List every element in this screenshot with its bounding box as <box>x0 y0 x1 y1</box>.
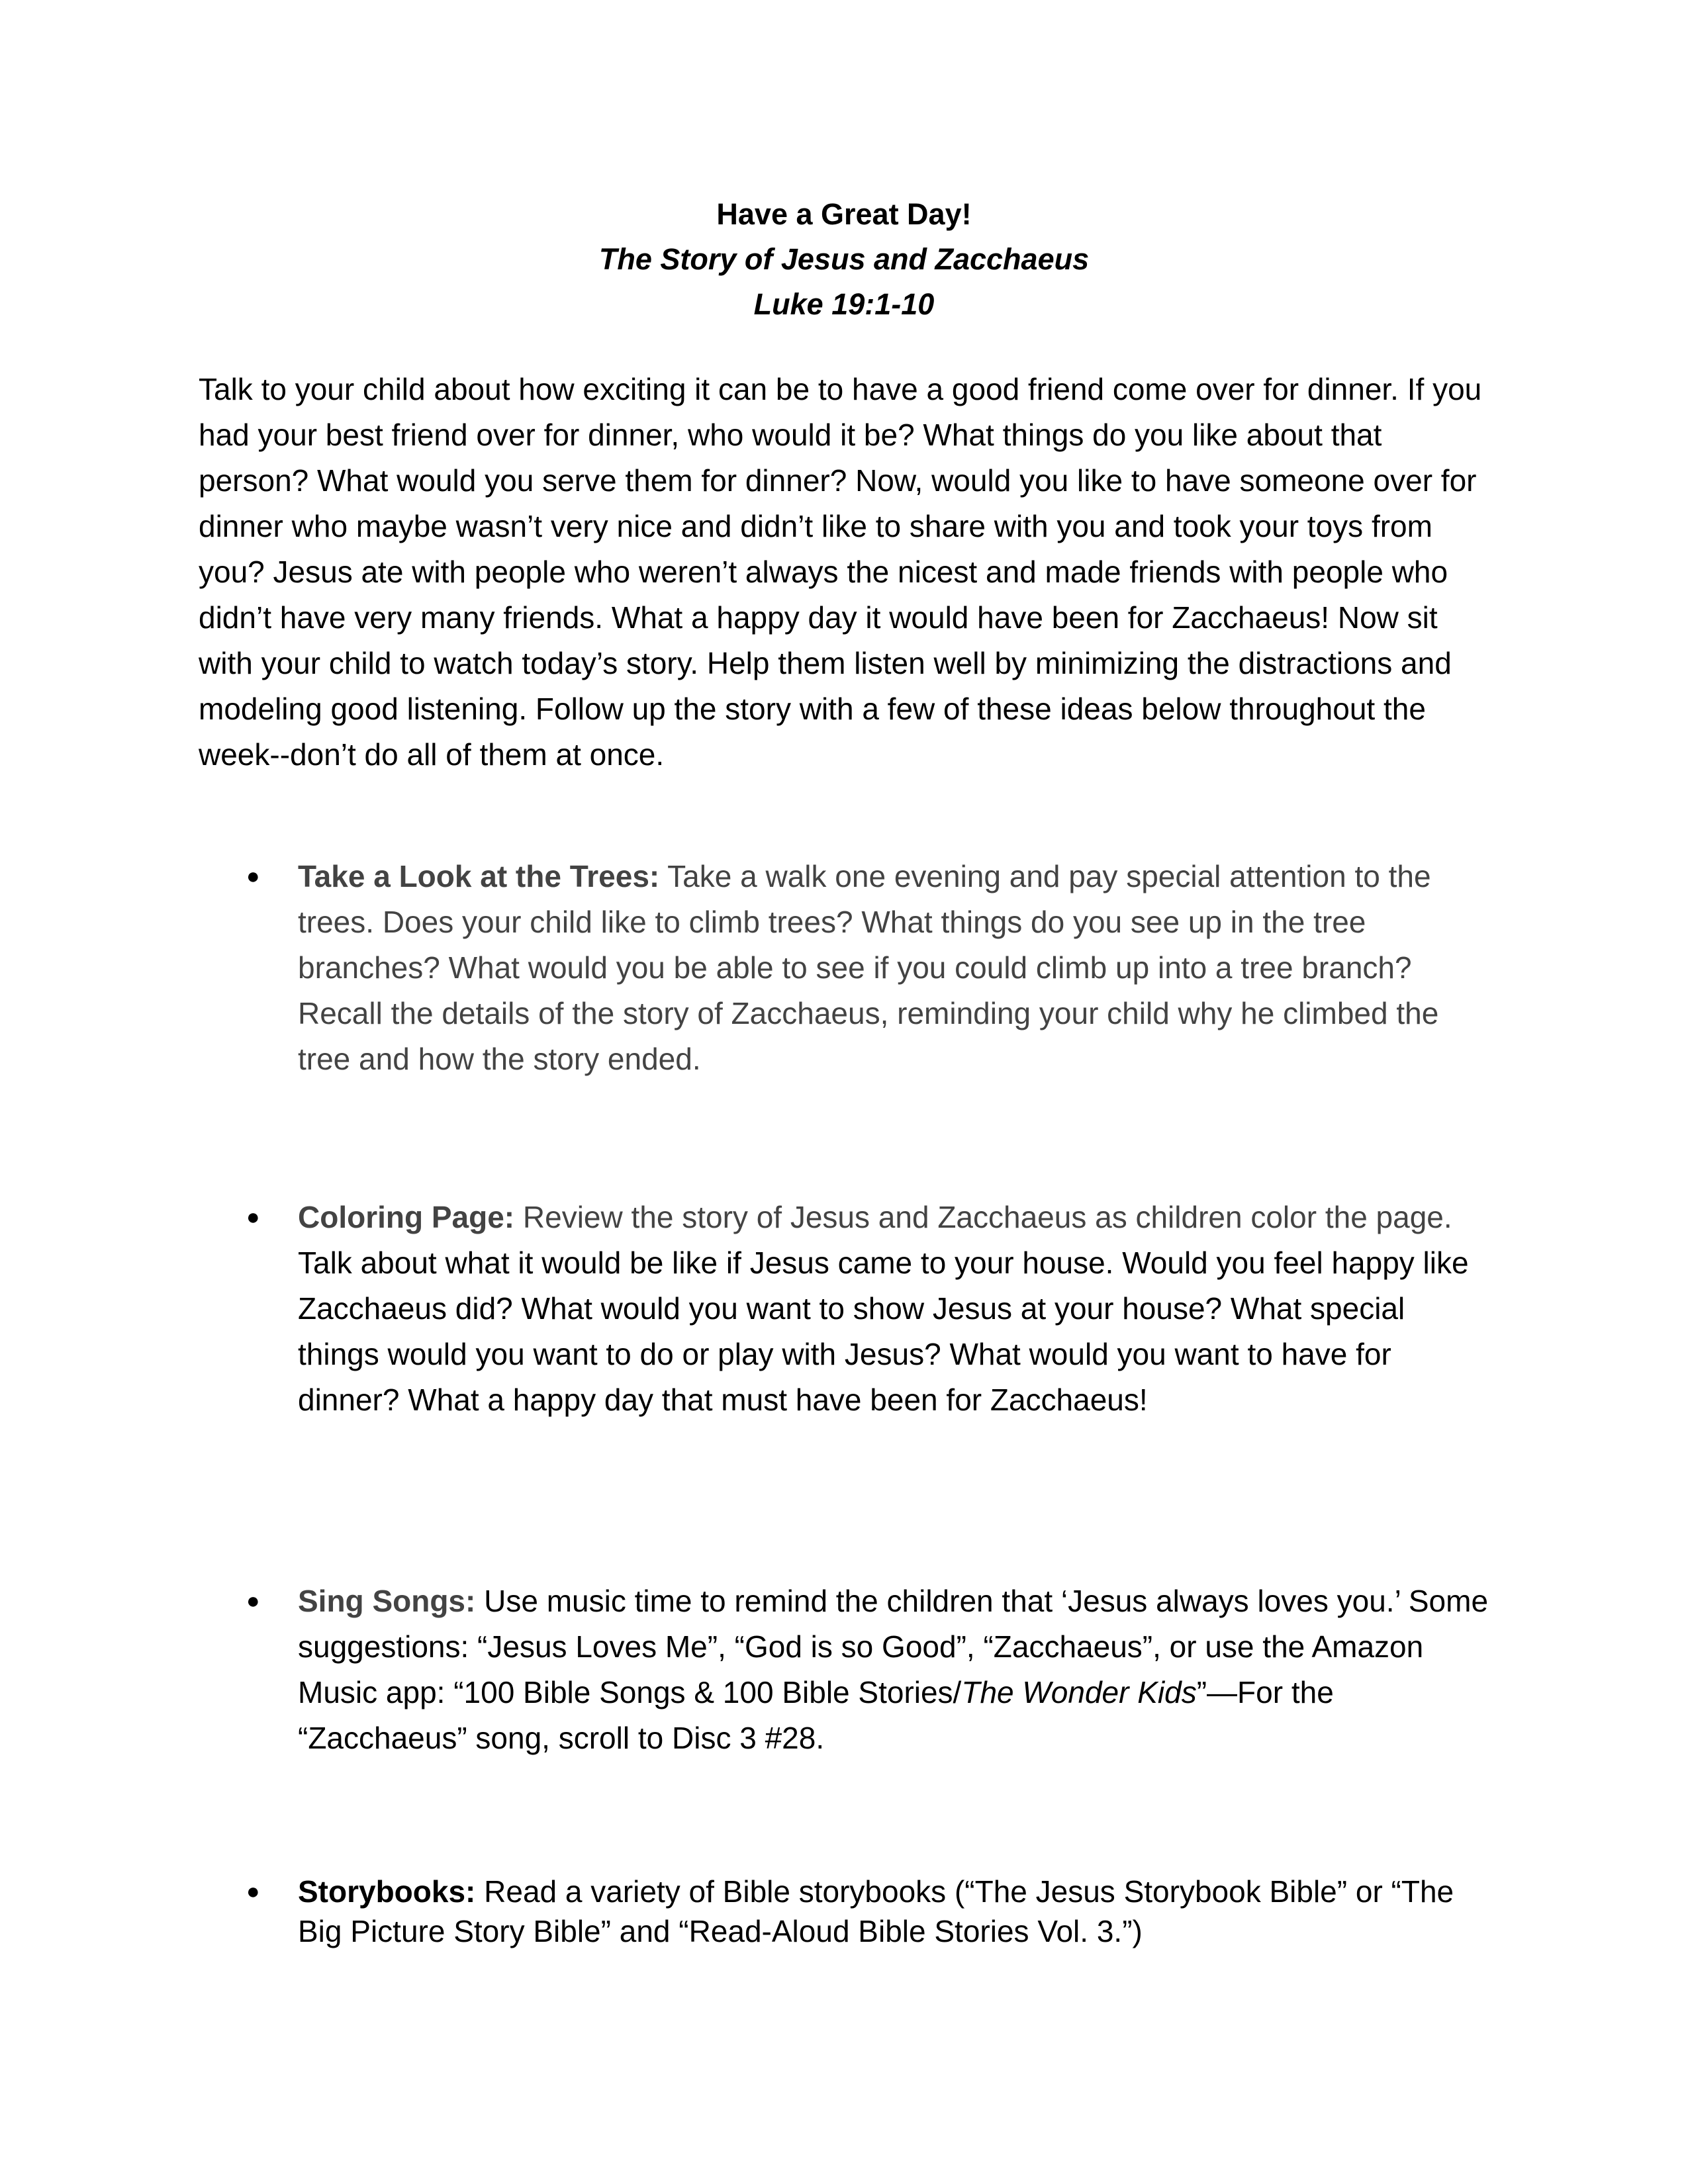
item-text: Talk about what it would be like if Jesus came to your house. Would you feel happy like Zacchaeus did? What would you want to show Jesus at your house? What special things would you want to do or play with Jesus? What would you want to have for dinner? What a happy day that must have been for Zacchaeus! <box>298 1246 1469 1417</box>
intro-paragraph: Talk to your child about how exciting it can be to have a good friend come over for dinner. If you had your best friend over for dinner, who would it be? What things do you like about that person? What would you serve them for dinner? Now, would you like to have someone over for dinner who maybe wasn’t very nice and didn’t like to share with you and took your toys from you? Jesus ate with people who weren’t always the nicest and made friends with people who didn’t have very many friends. What a happy day it would have been for Zacchaeus! Now sit with your child to watch today’s story. Help them listen well by minimizing the distractions and modeling good listening. Follow up the story with a few of these ideas below throughout the week--don’t do all of them at once. <box>199 372 1482 772</box>
story-title: The Story of Jesus and Zacchaeus <box>598 242 1090 276</box>
item-label: Storybooks: <box>298 1874 476 1909</box>
item-text: Use music time to remind the children that ‘Jesus always loves you.’ Some suggestions: “Jesus Loves Me”, “God is so Good”, “Zacchaeus”, or use the Amazon Music app: “100 Bible Songs & 100 Bible Stories/ <box>298 1584 1489 1709</box>
document-header <box>199 192 1489 327</box>
list-item-coloring <box>246 1195 1489 1423</box>
item-text-end: ”—For the “Zacchaeus” song, scroll to Disc 3 #28. <box>298 1675 1334 1755</box>
item-text: Take a walk one evening and pay special attention to the trees. Does your child like to climb trees? What things do you see up in the tree branches? What would you be able to see if you could climb up into a tree branch? Recall the details of the story of Zacchaeus, reminding your child why he climbed the tree and how the story ended. <box>298 859 1439 1076</box>
list-item-storybooks <box>246 1872 1489 1951</box>
item-italic-text: The Wonder Kids <box>961 1675 1197 1709</box>
document-page <box>199 192 1489 808</box>
bullet-icon: ● <box>246 864 260 889</box>
bullet-icon: ● <box>246 1879 260 1904</box>
list-item-trees <box>246 854 1489 1082</box>
item-label: Take a Look at the Trees: <box>298 859 660 893</box>
item-text: Read a variety of Bible storybooks (“The Jesus Storybook Bible” or “The Big Picture Story Bible” and “Read-Aloud Bible Stories Vol. 3.”) <box>298 1874 1454 1948</box>
bullet-icon: ● <box>246 1205 260 1230</box>
scripture-reference: Luke 19:1-10 <box>753 287 935 321</box>
list-item-songs <box>246 1578 1489 1761</box>
item-label: Coloring Page: <box>298 1200 515 1234</box>
page-title: Have a Great Day! <box>716 197 972 231</box>
item-label: Sing Songs: <box>298 1584 476 1618</box>
bullet-icon: ● <box>246 1588 260 1614</box>
item-text-gray: Review the story of Jesus and Zacchaeus as children color the page. <box>514 1200 1452 1234</box>
